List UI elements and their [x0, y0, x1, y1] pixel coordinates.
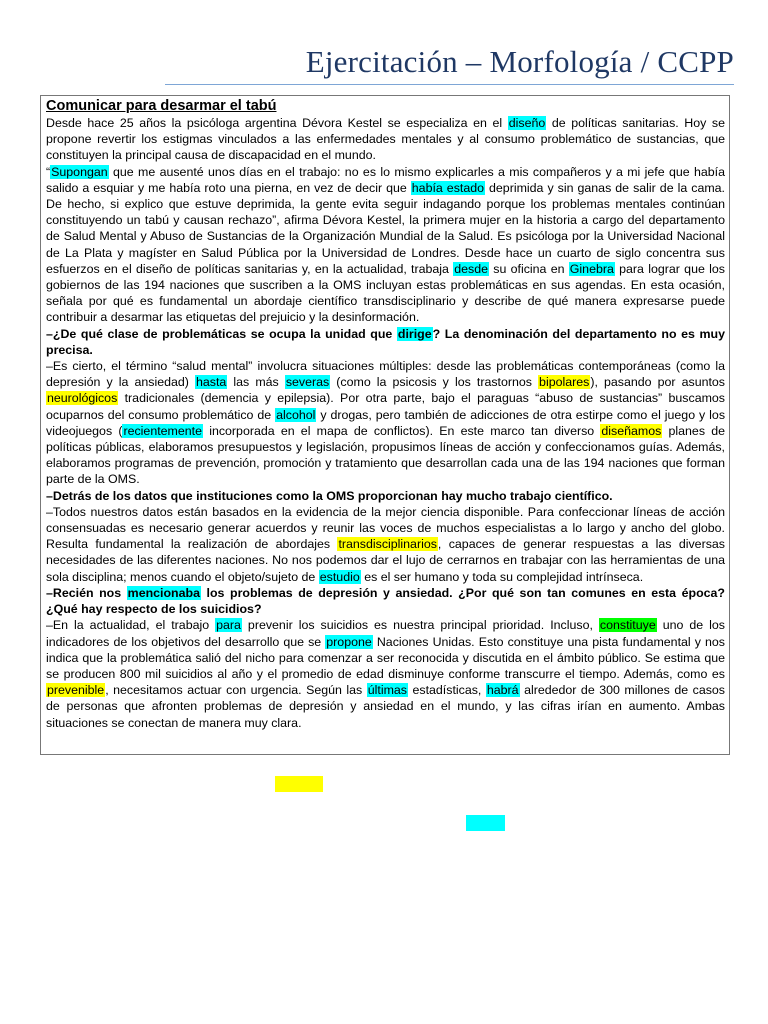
text-run: tradicionales (demencia y epilepsia). Por otra parte, bajo el paraguas “abuso de sustancias” buscamos ocuparnos del consumo problemático de — [46, 391, 725, 422]
highlighted-word-cyan: alcohol — [276, 407, 316, 422]
highlighted-word-cyan: había estado — [411, 180, 485, 195]
body-paragraph — [46, 164, 725, 326]
text-run: deprimida y sin ganas de salir de la cama. De hecho, si explico que estuve deprimida, la gente evita seguir indagando porque los problemas mentales continúan constituyendo un tabú y causan rechazo”, afirma Dévora Kestel, la primera mujer en la historia a cargo del departamento de Salud Mental y Abuso de Sustancias de la Organización Mundial de la Salud. Es psicóloga por la Universidad Nacional de La Plata y magíster en Salud Pública por la Universidad de Londres. Desde hace un cuarto de siglo concentra sus esfuerzos en el diseño de políticas sanitarias y, en la actualidad, trabaja — [46, 180, 725, 276]
text-run: –Todos nuestros datos están basados en la evidencia de la mejor ciencia disponible. Para confeccionar líneas de acción consensuadas es necesario generar acuerdos y reunir las voces de muchos especialistas a lo largo y ancho del globo. Resulta fundamental la realización de abordajes — [46, 504, 725, 552]
highlighted-word-cyan: recientemente — [123, 423, 202, 438]
highlighted-word-cyan: propone — [326, 634, 372, 649]
highlighted-word-cyan: Ginebra — [569, 261, 614, 276]
highlighted-word-cyan: para — [216, 618, 241, 633]
text-run: y drogas, pero también de adicciones de otra estirpe como el juego y los videojuegos ( — [46, 407, 726, 438]
highlighted-word-cyan: diseño — [508, 116, 546, 130]
text-run: su oficina en — [488, 261, 569, 276]
yellow-highlight-swatch — [275, 776, 323, 792]
highlighted-word-cyan: severas — [285, 375, 330, 390]
text-run: Naciones Unidas. Esto constituye una pista fundamental y nos indica que la problemática salió del nicho para comenzar a ser reconocida y discutida en el ámbito público. Se estima que se producen 800 mil suicidios al año y el promedio de edad disminuye conforme transcurre el tiempo. Además, como es — [46, 634, 725, 681]
text-run: ? La denominación del departamento no es muy precisa. — [46, 326, 725, 357]
highlighted-word-green: constituye — [599, 618, 656, 633]
text-run: de políticas sanitarias. Hoy se propone revertir los estigmas vinculados a las enfermedades mentales y al consumo problemático de sustancias, que constituyen la principal causa de discapacidad en el mundo. — [46, 116, 725, 163]
text-run: –Recién nos — [46, 585, 127, 600]
highlighted-word-cyan: últimas — [367, 683, 407, 698]
highlighted-word-cyan: dirige — [397, 326, 432, 341]
highlighted-word-cyan: estudio — [319, 569, 360, 584]
text-run: –Es cierto, el término “salud mental” involucra situaciones múltiples: desde las problemáticas contemporáneas (como la depresión y la ansiedad) — [46, 359, 725, 390]
highlighted-word-yellow: transdisciplinarios — [338, 537, 437, 552]
article-body — [46, 115, 725, 731]
text-run: que me ausenté unos días en el trabajo: no es lo mismo explicarles a mis compañeros y a mi jefe que había salido a esquiar y me había roto una pierna, en vez de decir que — [46, 164, 725, 195]
highlighted-word-yellow: diseñamos — [601, 423, 662, 438]
text-run: las más — [227, 375, 285, 390]
highlighted-word-cyan: hasta — [196, 375, 227, 390]
highlighted-word-yellow: prevenible — [47, 683, 105, 698]
text-run: uno de los indicadores de los objetivos del desarrollo que se — [46, 618, 725, 649]
text-run: alrededor de 300 millones de casos de personas que afronten problemas de depresión y ansiedad en el mundo, y las cifras irían en aumento. Ambas situaciones se conectan de manera muy clara. — [46, 683, 725, 730]
text-run: ), pasando por asuntos — [590, 375, 726, 390]
text-run: para lograr que los gobiernos de las 194 naciones que suscriben a la OMS incluyan estas problemáticas en sus agendas. En esta ocasión, señala por qué es fundamental un abordaje científico transdisciplinario y describe de qué manera expresarse puede contribuir a desarmar las etiquetas del prejuicio y la desinformación. — [46, 261, 725, 325]
text-run: planes de políticas públicas, elaboramos presupuestos y legislación, propusimos líneas de acción y confeccionamos guías. Además, elaboramos programas de prevención, promoción y tratamiento que desarrollan cada una de las 194 naciones que forman parte de la OMS. — [46, 423, 726, 487]
text-run: estadísticas, — [408, 683, 486, 698]
text-run: es el ser humano y toda su complejidad intrínseca. — [360, 569, 644, 584]
text-run: prevenir los suicidios es nuestra principal prioridad. Incluso, — [241, 618, 599, 633]
title-divider — [165, 84, 734, 85]
text-run: –En la actualidad, el trabajo — [46, 618, 216, 633]
interview-question — [46, 585, 725, 617]
text-run: , capaces de generar respuestas a las diversas necesidades de las diferentes naciones. No nos podemos dar el lujo de cerrarnos en trabajar con las herramientas de una sola disciplina; menos cuando el objeto/sujeto de — [46, 537, 725, 584]
body-paragraph — [46, 358, 725, 488]
text-run: incorporada en el mapa de conflictos). En este marco tan diverso — [203, 423, 601, 438]
body-paragraph — [46, 504, 725, 585]
text-run: –Detrás de los datos que instituciones como la OMS proporcionan hay mucho trabajo científico. — [46, 488, 613, 503]
article-title: Comunicar para desarmar el tabú — [46, 98, 277, 114]
text-run: los problemas de depresión y ansiedad. ¿Por qué son tan comunes en esta época? ¿Qué hay respecto de los suicidios? — [46, 585, 725, 617]
cyan-highlight-swatch — [466, 815, 505, 831]
text-run: Desde hace 25 años la psicóloga argentina Dévora Kestel se especializa en el — [46, 116, 508, 130]
text-run: –¿De qué clase de problemáticas se ocupa la unidad que — [46, 326, 397, 341]
highlighted-word-cyan: habrá — [486, 683, 519, 698]
body-paragraph — [46, 617, 725, 730]
interview-question — [46, 326, 725, 358]
article-box — [40, 95, 730, 755]
text-run: (como la psicosis y los trastornos — [330, 375, 539, 390]
body-paragraph — [46, 115, 725, 164]
highlighted-word-cyan: Supongan — [51, 164, 108, 179]
highlighted-word-yellow: neurológicos — [47, 391, 118, 406]
highlighted-word-cyan: desde — [454, 261, 488, 276]
highlighted-word-cyan: mencionaba — [127, 585, 200, 600]
text-run: , necesitamos actuar con urgencia. Según las — [105, 683, 367, 698]
interview-question — [46, 488, 725, 504]
text-run: “ — [46, 164, 51, 179]
page-title: Ejercitación – Morfología / CCPP — [305, 44, 734, 79]
highlighted-word-yellow: bipolares — [539, 375, 590, 390]
